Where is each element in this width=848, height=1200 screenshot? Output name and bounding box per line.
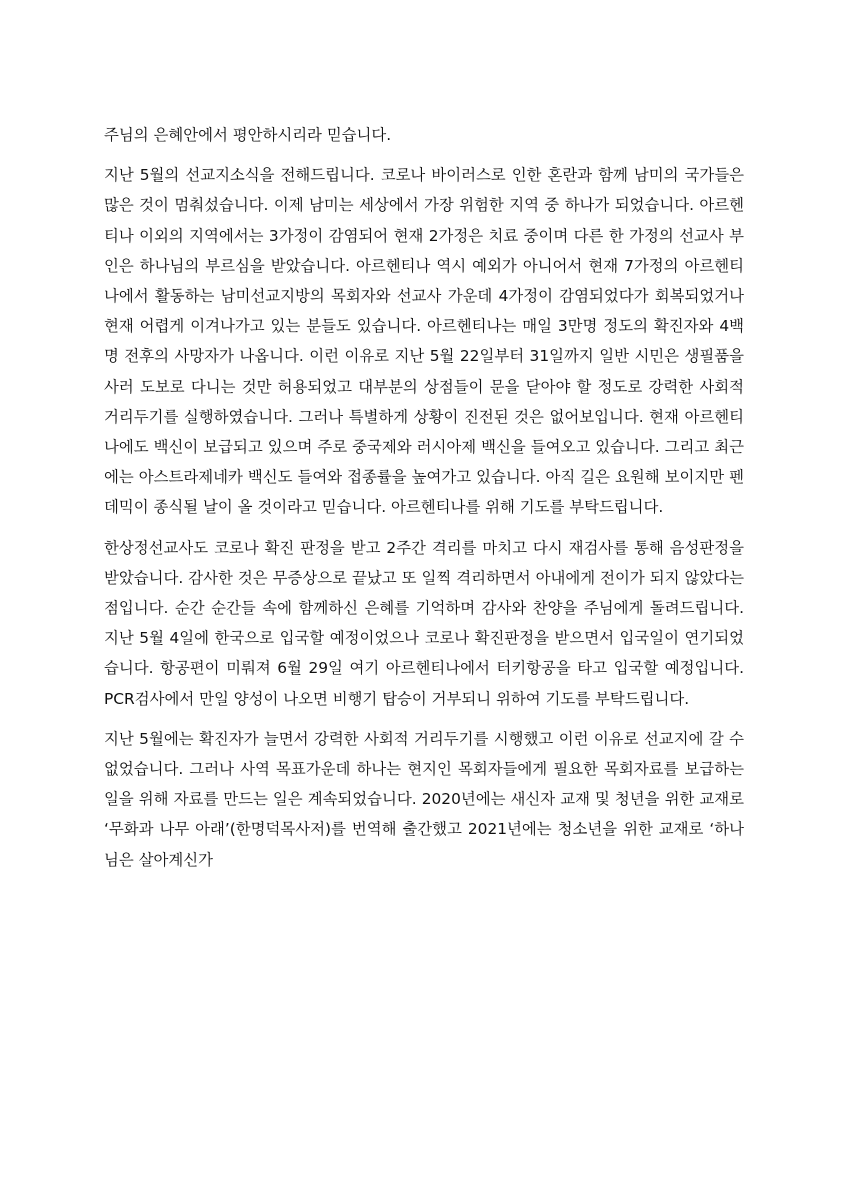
paragraph-missionary-recovery: 한상정선교사도 코로나 확진 판정을 받고 2주간 격리를 마치고 다시 재검사를 통해 음성판정을 받았습니다. 감사한 것은 무증상으로 끝났고 또 일찍 격리하면서 아내에게 전이가 되지 않았다는 점입니다. 순간 순간들 속에 함께하신 은혜를 기억하며 감사와 찬양을 주님에게 돌려드립니다. 지난 5월 4일에 한국으로 입국할 예정이었으나 코로나 확진판정을 받으면서 입국일이 연기되었습니다. 항공편이 미뤄져 6월 29일 여기 아르헨티나에서 터키항공을 타고 입국할 예정입니다. PCR검사에서 만일 양성이 나오면 비행기 탑승이 거부되니 위하여 기도를 부탁드립니다.	[104, 538, 744, 708]
paragraph-greeting: 주님의 은혜안에서 평안하시리라 믿습니다.	[104, 126, 392, 144]
document-body	[104, 120, 744, 885]
paragraph-mission-news: 지난 5월의 선교지소식을 전해드립니다. 코로나 바이러스로 인한 혼란과 함께 남미의 국가들은 많은 것이 멈춰섰습니다. 이제 남미는 세상에서 가장 위험한 지역 중 하나가 되었습니다. 아르헨티나 이외의 지역에서는 3가정이 감염되어 현재 2가정은 치료 중이며 다른 한 가정의 선교사 부인은 하나님의 부르심을 받았습니다. 아르헨티나 역시 예외가 아니어서 현재 7가정의 아르헨티나에서 활동하는 남미선교지방의 목회자와 선교사 가운데 4가정이 감염되었다가 회복되었거나 현재 어렵게 이겨나가고 있는 분들도 있습니다. 아르헨티나는 매일 3만명 정도의 확진자와 4백명 전후의 사망자가 나옵니다. 이런 이유로 지난 5월 22일부터 31일까지 일반 시민은 생필품을 사러 도보로 다니는 것만 허용되었고 대부분의 상점들이 문을 닫아야 할 정도로 강력한 사회적 거리두기를 실행하였습니다. 그러나 특별하게 상황이 진전된 것은 없어보입니다. 현재 아르헨티나에도 백신이 보급되고 있으며 주로 중국제와 러시아제 백신을 들여오고 있습니다. 그리고 최근에는 아스트라제네카 백신도 들여와 접종률을 높여가고 있습니다. 아직 길은 요원해 보이지만 펜데믹이 종식될 날이 올 것이라고 믿습니다. 아르헨티나를 위해 기도를 부탁드립니다.	[104, 166, 744, 517]
paragraph-ministry-materials: 지난 5월에는 확진자가 늘면서 강력한 사회적 거리두기를 시행했고 이런 이유로 선교지에 갈 수 없었습니다. 그러나 사역 목표가운데 하나는 현지인 목회자들에게 필요한 목회자료를 보급하는 일을 위해 자료를 만드는 일은 계속되었습니다. 2020년에는 새신자 교재 및 청년을 위한 교재로 ‘무화과 나무 아래’(한명덕목사저)를 번역해 출간했고 2021년에는 청소년을 위한 교재로 ‘하나님은 살아계신가	[104, 729, 744, 869]
